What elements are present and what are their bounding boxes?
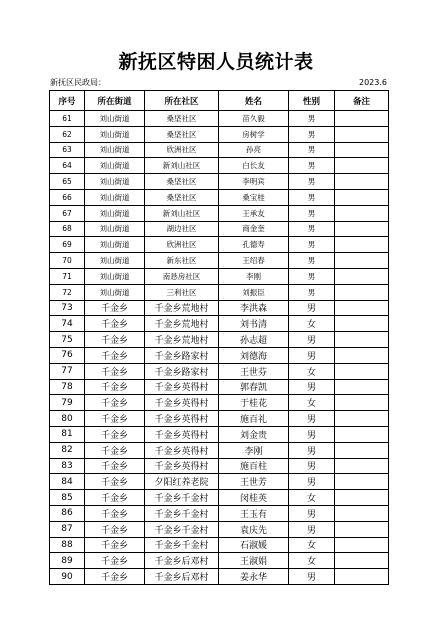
table-row [50, 474, 389, 490]
table-row [50, 268, 389, 284]
cell-gender: 男 [289, 442, 335, 458]
cell-notes [335, 474, 389, 490]
cell-gender: 男 [289, 111, 335, 127]
cell-community: 千金乡千金村 [145, 521, 219, 537]
cell-street: 刘山街道 [85, 111, 145, 127]
cell-notes [335, 237, 389, 253]
cell-index: 86 [50, 505, 85, 521]
cell-index: 84 [50, 474, 85, 490]
cell-community: 千金乡英得村 [145, 442, 219, 458]
cell-name: 李洪森 [219, 300, 289, 316]
cell-name: 孔德寿 [219, 237, 289, 253]
cell-gender: 男 [289, 505, 335, 521]
table-row [50, 426, 389, 442]
column-header-index: 序号 [50, 91, 85, 111]
cell-index: 79 [50, 395, 85, 411]
cell-index: 62 [50, 126, 85, 142]
cell-gender: 男 [289, 253, 335, 269]
cell-street: 千金乡 [85, 395, 145, 411]
cell-name: 姜永华 [219, 569, 289, 585]
cell-index: 73 [50, 300, 85, 316]
cell-gender: 男 [289, 347, 335, 363]
column-header-notes: 备注 [335, 91, 389, 111]
cell-street: 刘山街道 [85, 126, 145, 142]
cell-gender: 男 [289, 474, 335, 490]
cell-gender: 女 [289, 490, 335, 506]
cell-name: 刘金贵 [219, 426, 289, 442]
cell-gender: 男 [289, 284, 335, 300]
cell-notes [335, 442, 389, 458]
cell-community: 新刘山社区 [145, 205, 219, 221]
cell-community: 千金乡英得村 [145, 458, 219, 474]
cell-index: 64 [50, 158, 85, 174]
cell-street: 刘山街道 [85, 205, 145, 221]
cell-gender: 男 [289, 205, 335, 221]
cell-notes [335, 426, 389, 442]
cell-index: 75 [50, 332, 85, 348]
cell-community: 千金乡荒地村 [145, 316, 219, 332]
cell-gender: 男 [289, 268, 335, 284]
cell-gender: 男 [289, 221, 335, 237]
table-row [50, 126, 389, 142]
date-label: 2023.6 [359, 78, 387, 87]
cell-notes [335, 221, 389, 237]
cell-notes [335, 537, 389, 553]
cell-community: 欣洲社区 [145, 142, 219, 158]
cell-name: 商金奎 [219, 221, 289, 237]
table-row [50, 411, 389, 427]
cell-name: 王绍春 [219, 253, 289, 269]
table-row [50, 316, 389, 332]
cell-notes [335, 316, 389, 332]
cell-notes [335, 205, 389, 221]
cell-notes [335, 569, 389, 585]
cell-notes [335, 553, 389, 569]
cell-index: 76 [50, 347, 85, 363]
table-row [50, 300, 389, 316]
cell-gender: 女 [289, 553, 335, 569]
cell-community: 千金乡英得村 [145, 426, 219, 442]
table-row [50, 174, 389, 190]
table-row [50, 158, 389, 174]
cell-street: 刘山街道 [85, 253, 145, 269]
cell-community: 桑垡社区 [145, 189, 219, 205]
cell-index: 65 [50, 174, 85, 190]
cell-street: 千金乡 [85, 379, 145, 395]
cell-gender: 男 [289, 158, 335, 174]
table-row [50, 442, 389, 458]
cell-index: 85 [50, 490, 85, 506]
cell-index: 77 [50, 363, 85, 379]
cell-community: 千金乡千金村 [145, 490, 219, 506]
cell-street: 千金乡 [85, 332, 145, 348]
cell-street: 刘山街道 [85, 237, 145, 253]
document-title: 新抚区特困人员统计表 [118, 51, 314, 73]
cell-community: 三利社区 [145, 284, 219, 300]
cell-index: 87 [50, 521, 85, 537]
cell-community: 千金乡千金村 [145, 537, 219, 553]
cell-gender: 女 [289, 395, 335, 411]
table-row [50, 553, 389, 569]
table-row [50, 205, 389, 221]
cell-notes [335, 521, 389, 537]
cell-name: 李明宾 [219, 174, 289, 190]
roster-body [50, 111, 389, 585]
cell-index: 89 [50, 553, 85, 569]
cell-gender: 男 [289, 379, 335, 395]
cell-street: 千金乡 [85, 300, 145, 316]
cell-notes [335, 158, 389, 174]
table-row [50, 458, 389, 474]
cell-name: 房树学 [219, 126, 289, 142]
table-row [50, 363, 389, 379]
cell-gender: 女 [289, 363, 335, 379]
cell-index: 70 [50, 253, 85, 269]
cell-name: 施百柱 [219, 458, 289, 474]
cell-name: 王世芳 [219, 474, 289, 490]
cell-name: 王承友 [219, 205, 289, 221]
cell-name: 闵桂英 [219, 490, 289, 506]
cell-street: 千金乡 [85, 474, 145, 490]
cell-name: 施百礼 [219, 411, 289, 427]
table-row [50, 142, 389, 158]
cell-name: 李刚 [219, 442, 289, 458]
cell-gender: 男 [289, 426, 335, 442]
cell-street: 千金乡 [85, 458, 145, 474]
roster-table [49, 90, 389, 585]
cell-street: 千金乡 [85, 521, 145, 537]
cell-notes [335, 411, 389, 427]
cell-notes [335, 490, 389, 506]
cell-street: 千金乡 [85, 411, 145, 427]
cell-index: 80 [50, 411, 85, 427]
cell-name: 石淑媛 [219, 537, 289, 553]
cell-gender: 男 [289, 458, 335, 474]
cell-notes [335, 505, 389, 521]
cell-index: 88 [50, 537, 85, 553]
cell-notes [335, 395, 389, 411]
table-row [50, 395, 389, 411]
cell-index: 68 [50, 221, 85, 237]
cell-street: 千金乡 [85, 490, 145, 506]
cell-community: 千金乡英得村 [145, 395, 219, 411]
cell-name: 于桂花 [219, 395, 289, 411]
cell-street: 刘山街道 [85, 221, 145, 237]
cell-community: 千金乡后邓村 [145, 569, 219, 585]
column-header-gender: 性别 [289, 91, 335, 111]
cell-street: 千金乡 [85, 442, 145, 458]
cell-notes [335, 363, 389, 379]
cell-name: 刘德海 [219, 347, 289, 363]
cell-gender: 男 [289, 569, 335, 585]
table-row [50, 221, 389, 237]
table-row [50, 189, 389, 205]
cell-community: 千金乡荒地村 [145, 300, 219, 316]
cell-gender: 男 [289, 332, 335, 348]
cell-index: 81 [50, 426, 85, 442]
cell-name: 刘书清 [219, 316, 289, 332]
cell-name: 郭春凯 [219, 379, 289, 395]
cell-gender: 男 [289, 237, 335, 253]
cell-index: 66 [50, 189, 85, 205]
cell-street: 千金乡 [85, 363, 145, 379]
cell-community: 千金乡英得村 [145, 379, 219, 395]
cell-gender: 男 [289, 174, 335, 190]
cell-street: 千金乡 [85, 537, 145, 553]
cell-street: 刘山街道 [85, 158, 145, 174]
cell-street: 千金乡 [85, 553, 145, 569]
cell-community: 千金乡路家村 [145, 363, 219, 379]
cell-notes [335, 379, 389, 395]
table-row [50, 347, 389, 363]
cell-notes [335, 253, 389, 269]
table-row [50, 521, 389, 537]
table-row [50, 111, 389, 127]
cell-gender: 男 [289, 142, 335, 158]
cell-street: 刘山街道 [85, 189, 145, 205]
cell-community: 千金乡荒地村 [145, 332, 219, 348]
cell-name: 刘振臣 [219, 284, 289, 300]
cell-notes [335, 284, 389, 300]
cell-street: 刘山街道 [85, 268, 145, 284]
meta-row [50, 77, 387, 89]
cell-name: 孙亮 [219, 142, 289, 158]
table-row [50, 537, 389, 553]
cell-community: 新东社区 [145, 253, 219, 269]
cell-community: 千金乡英得村 [145, 411, 219, 427]
cell-street: 千金乡 [85, 316, 145, 332]
cell-index: 69 [50, 237, 85, 253]
cell-index: 90 [50, 569, 85, 585]
cell-index: 72 [50, 284, 85, 300]
cell-gender: 女 [289, 537, 335, 553]
cell-street: 千金乡 [85, 505, 145, 521]
cell-gender: 男 [289, 300, 335, 316]
cell-street: 刘山街道 [85, 142, 145, 158]
cell-name: 袁庆先 [219, 521, 289, 537]
cell-gender: 男 [289, 189, 335, 205]
cell-name: 李刚 [219, 268, 289, 284]
cell-notes [335, 111, 389, 127]
cell-notes [335, 189, 389, 205]
cell-notes [335, 142, 389, 158]
cell-name: 孙志超 [219, 332, 289, 348]
cell-index: 63 [50, 142, 85, 158]
cell-community: 湖边社区 [145, 221, 219, 237]
header-row [50, 91, 389, 111]
cell-index: 82 [50, 442, 85, 458]
cell-name: 王世芬 [219, 363, 289, 379]
cell-street: 千金乡 [85, 347, 145, 363]
cell-name: 王玉有 [219, 505, 289, 521]
cell-community: 桑垡社区 [145, 111, 219, 127]
table-row [50, 332, 389, 348]
table-row [50, 490, 389, 506]
cell-street: 千金乡 [85, 426, 145, 442]
cell-street: 刘山街道 [85, 284, 145, 300]
cell-index: 67 [50, 205, 85, 221]
cell-street: 刘山街道 [85, 174, 145, 190]
cell-community: 千金乡后邓村 [145, 553, 219, 569]
cell-index: 83 [50, 458, 85, 474]
column-header-community: 所在社区 [145, 91, 219, 111]
cell-community: 南恳房社区 [145, 268, 219, 284]
cell-community: 夕阳红养老院 [145, 474, 219, 490]
cell-name: 桑宝桂 [219, 189, 289, 205]
cell-name: 王淑娟 [219, 553, 289, 569]
cell-community: 千金乡路家村 [145, 347, 219, 363]
cell-index: 61 [50, 111, 85, 127]
cell-notes [335, 458, 389, 474]
cell-community: 桑垡社区 [145, 126, 219, 142]
cell-name: 苗久毅 [219, 111, 289, 127]
cell-notes [335, 300, 389, 316]
table-row [50, 253, 389, 269]
cell-community: 新刘山社区 [145, 158, 219, 174]
cell-index: 71 [50, 268, 85, 284]
cell-gender: 男 [289, 521, 335, 537]
table-row [50, 284, 389, 300]
table-row [50, 505, 389, 521]
cell-notes [335, 268, 389, 284]
cell-gender: 男 [289, 126, 335, 142]
cell-index: 78 [50, 379, 85, 395]
cell-notes [335, 332, 389, 348]
column-header-name: 姓名 [219, 91, 289, 111]
table-row [50, 237, 389, 253]
cell-notes [335, 174, 389, 190]
cell-gender: 男 [289, 411, 335, 427]
table-row [50, 569, 389, 585]
table-row [50, 379, 389, 395]
cell-gender: 女 [289, 316, 335, 332]
cell-street: 千金乡 [85, 569, 145, 585]
cell-community: 千金乡千金村 [145, 505, 219, 521]
issuer-label: 新抚区民政局： [50, 78, 106, 87]
column-header-street: 所在街道 [85, 91, 145, 111]
cell-notes [335, 126, 389, 142]
cell-community: 桑垡社区 [145, 174, 219, 190]
cell-community: 欣洲社区 [145, 237, 219, 253]
cell-notes [335, 347, 389, 363]
cell-name: 白长友 [219, 158, 289, 174]
cell-index: 74 [50, 316, 85, 332]
